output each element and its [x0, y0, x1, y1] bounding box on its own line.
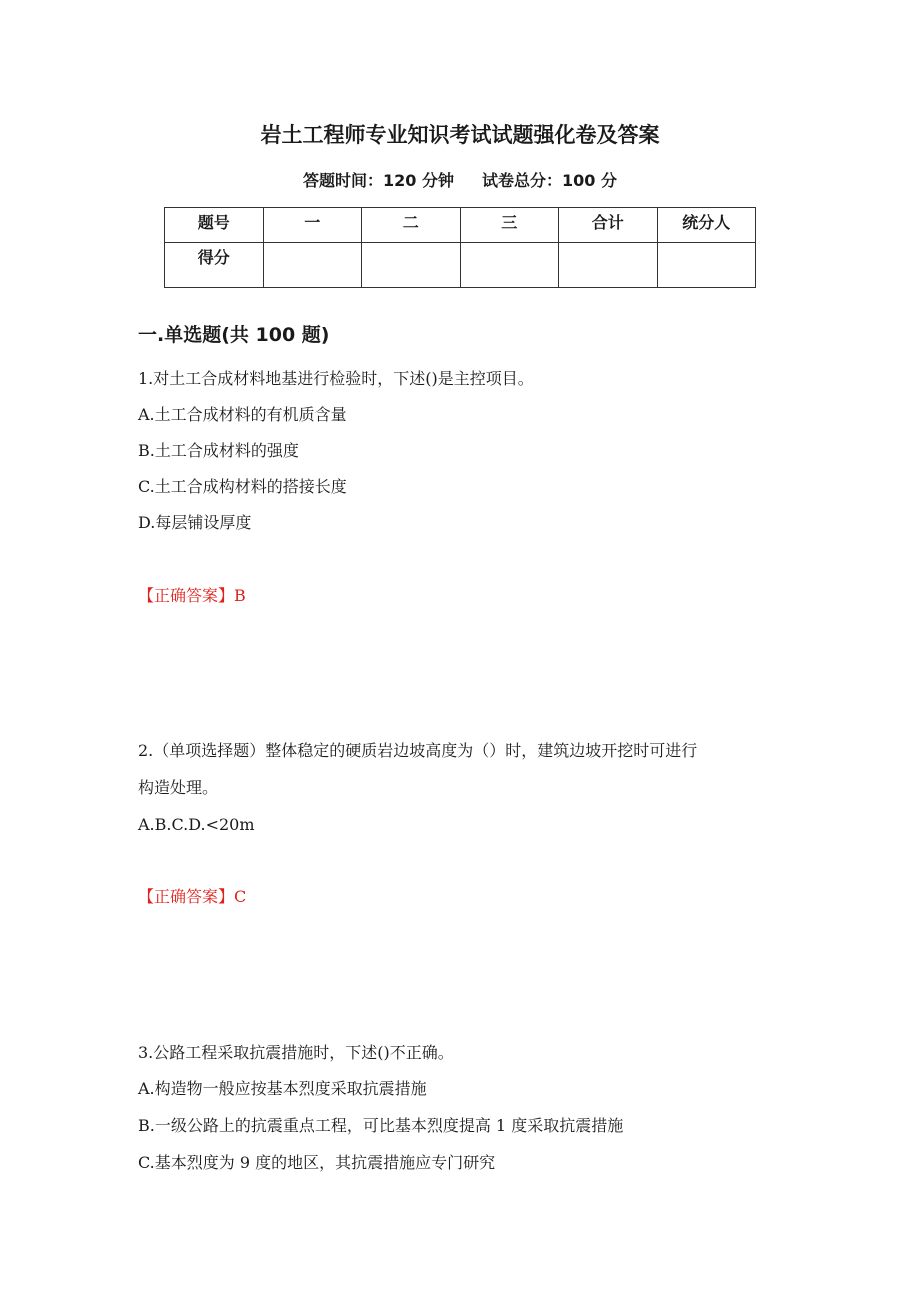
question-1-option-d: D.每层铺设厚度	[138, 513, 252, 532]
question-2-answer: 【正确答案】C	[138, 887, 247, 906]
question-1-answer: 【正确答案】B	[138, 586, 246, 605]
score-cell	[657, 243, 756, 288]
question-3-stem: 3.公路工程采取抗震措施时，下述()不正确。	[138, 1043, 454, 1062]
score-cell	[362, 243, 461, 288]
question-2-stem-line2: 构造处理。	[138, 778, 219, 797]
score-cell	[263, 243, 362, 288]
question-1-option-b: B.土工合成材料的强度	[138, 441, 299, 460]
question-1-option-a: A.土工合成材料的有机质含量	[138, 405, 347, 424]
score-table-header-cell: 合计	[559, 208, 658, 243]
exam-time: 答题时间：120 分钟	[303, 171, 454, 190]
score-row-label: 得分	[165, 243, 264, 288]
score-table-score-row	[165, 243, 756, 288]
question-3-option-b: B.一级公路上的抗震重点工程，可比基本烈度提高 1 度采取抗震措施	[138, 1116, 624, 1135]
question-2-stem-line1: 2.（单项选择题）整体稳定的硬质岩边坡高度为（）时，建筑边坡开挖时可进行	[138, 741, 698, 760]
question-2-options: A.B.C.D.<20m	[138, 815, 255, 834]
question-3-option-a: A.构造物一般应按基本烈度采取抗震措施	[138, 1079, 427, 1098]
question-3-option-c: C.基本烈度为 9 度的地区，其抗震措施应专门研究	[138, 1153, 496, 1172]
score-cell	[559, 243, 658, 288]
question-1-option-c: C.土工合成构材料的搭接长度	[138, 477, 347, 496]
exam-total-score: 试卷总分：100 分	[482, 171, 617, 190]
score-table	[164, 207, 756, 288]
score-table-header-cell: 二	[362, 208, 461, 243]
page-title: 岩土工程师专业知识考试试题强化卷及答案	[260, 123, 660, 147]
score-table-header-cell: 统分人	[657, 208, 756, 243]
score-table-header-cell: 一	[263, 208, 362, 243]
score-table-header-row	[165, 208, 756, 243]
score-table-header-cell: 题号	[165, 208, 264, 243]
score-table-header-cell: 三	[460, 208, 559, 243]
section-heading: 一.单选题(共 100 题)	[138, 324, 330, 346]
question-1-stem: 1.对土工合成材料地基进行检验时，下述()是主控项目。	[138, 369, 534, 388]
exam-meta	[0, 170, 920, 192]
score-cell	[460, 243, 559, 288]
